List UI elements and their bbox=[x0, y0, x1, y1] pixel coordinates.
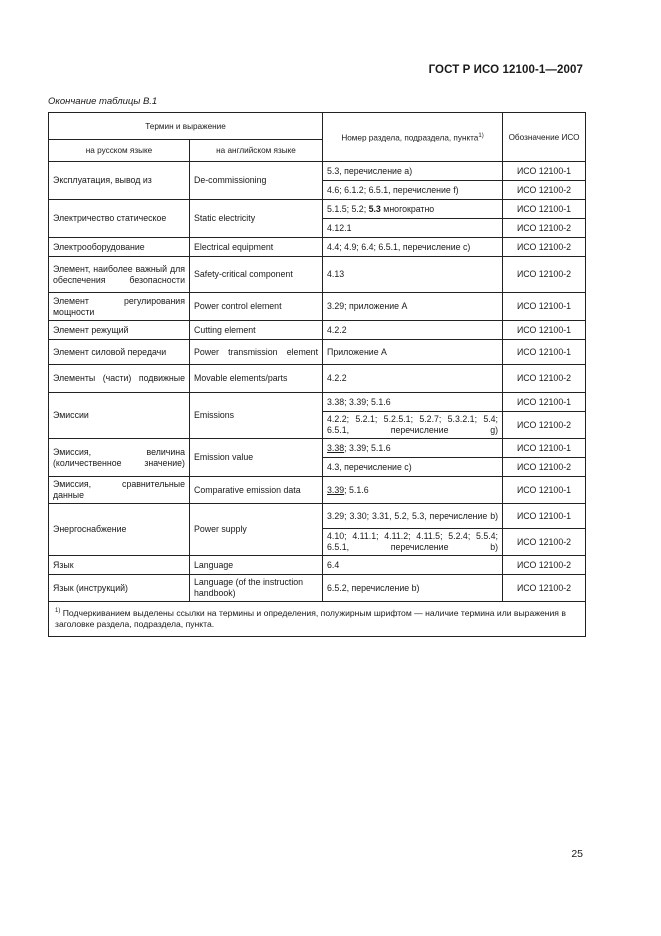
term-ru-cell: Эмиссии bbox=[49, 393, 190, 439]
section-ref-cell: 4.12.1 bbox=[323, 219, 503, 238]
section-ref-cell: 4.4; 4.9; 6.4; 6.5.1, перечисление с) bbox=[323, 238, 503, 257]
iso-ref-cell: ИСО 12100-1 bbox=[503, 477, 586, 504]
section-ref-cell: 3.29; 3.30; 3.31, 5.2, 5.3, перечисление b) bbox=[323, 504, 503, 529]
table-caption: Окончание таблицы В.1 bbox=[48, 96, 158, 107]
table-row bbox=[49, 504, 586, 529]
term-en-cell: Language (of the instruction handbook) bbox=[190, 575, 323, 602]
table-row bbox=[49, 477, 586, 504]
table-row bbox=[49, 293, 586, 321]
section-ref-cell: 6.5.2, перечисление b) bbox=[323, 575, 503, 602]
term-en-cell: Comparative emission data bbox=[190, 477, 323, 504]
term-ru-cell: Электричество статическое bbox=[49, 200, 190, 238]
iso-ref-cell: ИСО 12100-2 bbox=[503, 529, 586, 556]
document-header: ГОСТ Р ИСО 12100-1—2007 bbox=[428, 64, 583, 76]
section-ref-cell: 5.3, перечисление а) bbox=[323, 162, 503, 181]
section-ref-cell: 3.29; приложение А bbox=[323, 293, 503, 321]
section-ref-cell: Приложение А bbox=[323, 340, 503, 365]
table-row bbox=[49, 556, 586, 575]
table-row bbox=[49, 393, 586, 412]
term-en-cell: Movable elements/parts bbox=[190, 365, 323, 393]
term-ru-cell: Энергоснабжение bbox=[49, 504, 190, 556]
iso-ref-cell: ИСО 12100-1 bbox=[503, 439, 586, 458]
section-ref-cell: 5.1.5; 5.2; 5.3 многократно bbox=[323, 200, 503, 219]
section-ref-cell: 4.2.2; 5.2.1; 5.2.5.1; 5.2.7; 5.3.2.1; 5.4; 6.5.1, перечисление g) bbox=[323, 412, 503, 439]
term-ru-cell: Эксплуатация, вывод из bbox=[49, 162, 190, 200]
term-ru-cell: Элемент, наиболее важный для обеспечения безопасности bbox=[49, 257, 190, 293]
section-ref-cell: 4.3, перечисление с) bbox=[323, 458, 503, 477]
term-ru-cell: Язык bbox=[49, 556, 190, 575]
section-ref-cell: 3.38; 3.39; 5.1.6 bbox=[323, 393, 503, 412]
section-ref-cell: 4.6; 6.1.2; 6.5.1, перечисление f) bbox=[323, 181, 503, 200]
table-row bbox=[49, 575, 586, 602]
term-ru-cell: Элемент режущий bbox=[49, 321, 190, 340]
iso-ref-cell: ИСО 12100-1 bbox=[503, 293, 586, 321]
table-row bbox=[49, 439, 586, 458]
underlined-ref: 3.39 bbox=[327, 484, 345, 495]
header-section: Номер раздела, подраздела, пункта$^{1)}$ bbox=[323, 113, 503, 162]
underlined-ref: 3.38 bbox=[327, 442, 345, 453]
term-en-cell: Cutting element bbox=[190, 321, 323, 340]
term-en-cell: Power transmission element bbox=[190, 340, 323, 365]
section-ref-cell: 4.13 bbox=[323, 257, 503, 293]
iso-ref-cell: ИСО 12100-2 bbox=[503, 219, 586, 238]
term-en-cell: Power supply bbox=[190, 504, 323, 556]
term-en-cell: Emission value bbox=[190, 439, 323, 477]
term-ru-cell: Эмиссия, величина (количественное значение) bbox=[49, 439, 190, 477]
section-ref-cell: 3.38; 3.39; 5.1.6 bbox=[323, 439, 503, 458]
table-row bbox=[49, 257, 586, 293]
iso-ref-cell: ИСО 12100-2 bbox=[503, 556, 586, 575]
term-en-cell: Safety-critical component bbox=[190, 257, 323, 293]
iso-ref-cell: ИСО 12100-2 bbox=[503, 458, 586, 477]
iso-ref-cell: ИСО 12100-2 bbox=[503, 257, 586, 293]
term-en-cell: Power control element bbox=[190, 293, 323, 321]
term-en-cell: Language bbox=[190, 556, 323, 575]
term-ru-cell: Элемент силовой передачи bbox=[49, 340, 190, 365]
table-row bbox=[49, 238, 586, 257]
section-ref-cell: 4.10; 4.11.1; 4.11.2; 4.11.5; 5.2.4; 5.5.4; 6.5.1, перечисление b) bbox=[323, 529, 503, 556]
table-row bbox=[49, 321, 586, 340]
iso-ref-cell: ИСО 12100-1 bbox=[503, 200, 586, 219]
iso-ref-cell: ИСО 12100-2 bbox=[503, 575, 586, 602]
page-number: 25 bbox=[571, 848, 583, 860]
table-row bbox=[49, 340, 586, 365]
iso-ref-cell: ИСО 12100-2 bbox=[503, 365, 586, 393]
term-en-cell: Emissions bbox=[190, 393, 323, 439]
iso-ref-cell: ИСО 12100-2 bbox=[503, 238, 586, 257]
section-ref-cell: 4.2.2 bbox=[323, 365, 503, 393]
iso-ref-cell: ИСО 12100-2 bbox=[503, 181, 586, 200]
section-ref-cell: 3.39; 5.1.6 bbox=[323, 477, 503, 504]
bold-ref: 5.3 bbox=[368, 203, 381, 214]
iso-ref-cell: ИСО 12100-1 bbox=[503, 340, 586, 365]
footnote-row bbox=[49, 602, 586, 637]
term-en-cell: Static electricity bbox=[190, 200, 323, 238]
term-ru-cell: Эмиссия, сравнительные данные bbox=[49, 477, 190, 504]
table-row bbox=[49, 200, 586, 219]
header-term: Термин и выражение bbox=[49, 113, 323, 140]
section-ref-cell: 4.2.2 bbox=[323, 321, 503, 340]
iso-ref-cell: ИСО 12100-1 bbox=[503, 504, 586, 529]
iso-ref-cell: ИСО 12100-2 bbox=[503, 412, 586, 439]
table-row bbox=[49, 162, 586, 181]
term-en-cell: De-commissioning bbox=[190, 162, 323, 200]
term-ru-cell: Элементы (части) подвижные bbox=[49, 365, 190, 393]
term-ru-cell: Электрооборудование bbox=[49, 238, 190, 257]
header-en: на английском языке bbox=[190, 140, 323, 162]
term-ru-cell: Элемент регулирования мощности bbox=[49, 293, 190, 321]
iso-ref-cell: ИСО 12100-1 bbox=[503, 162, 586, 181]
footnote: $^{1)}$ Подчеркиванием выделены ссылки на термины и определения, полужирным шрифтом — наличие термина или выражения в заголовке раздела, подраздела, пункта. bbox=[49, 602, 586, 637]
table-row bbox=[49, 365, 586, 393]
term-ru-cell: Язык (инструкций) bbox=[49, 575, 190, 602]
section-ref-cell: 6.4 bbox=[323, 556, 503, 575]
header-iso: Обозначение ИСО bbox=[503, 113, 586, 162]
terms-table bbox=[48, 112, 586, 637]
term-en-cell: Electrical equipment bbox=[190, 238, 323, 257]
iso-ref-cell: ИСО 12100-1 bbox=[503, 393, 586, 412]
header-ru: на русском языке bbox=[49, 140, 190, 162]
iso-ref-cell: ИСО 12100-1 bbox=[503, 321, 586, 340]
